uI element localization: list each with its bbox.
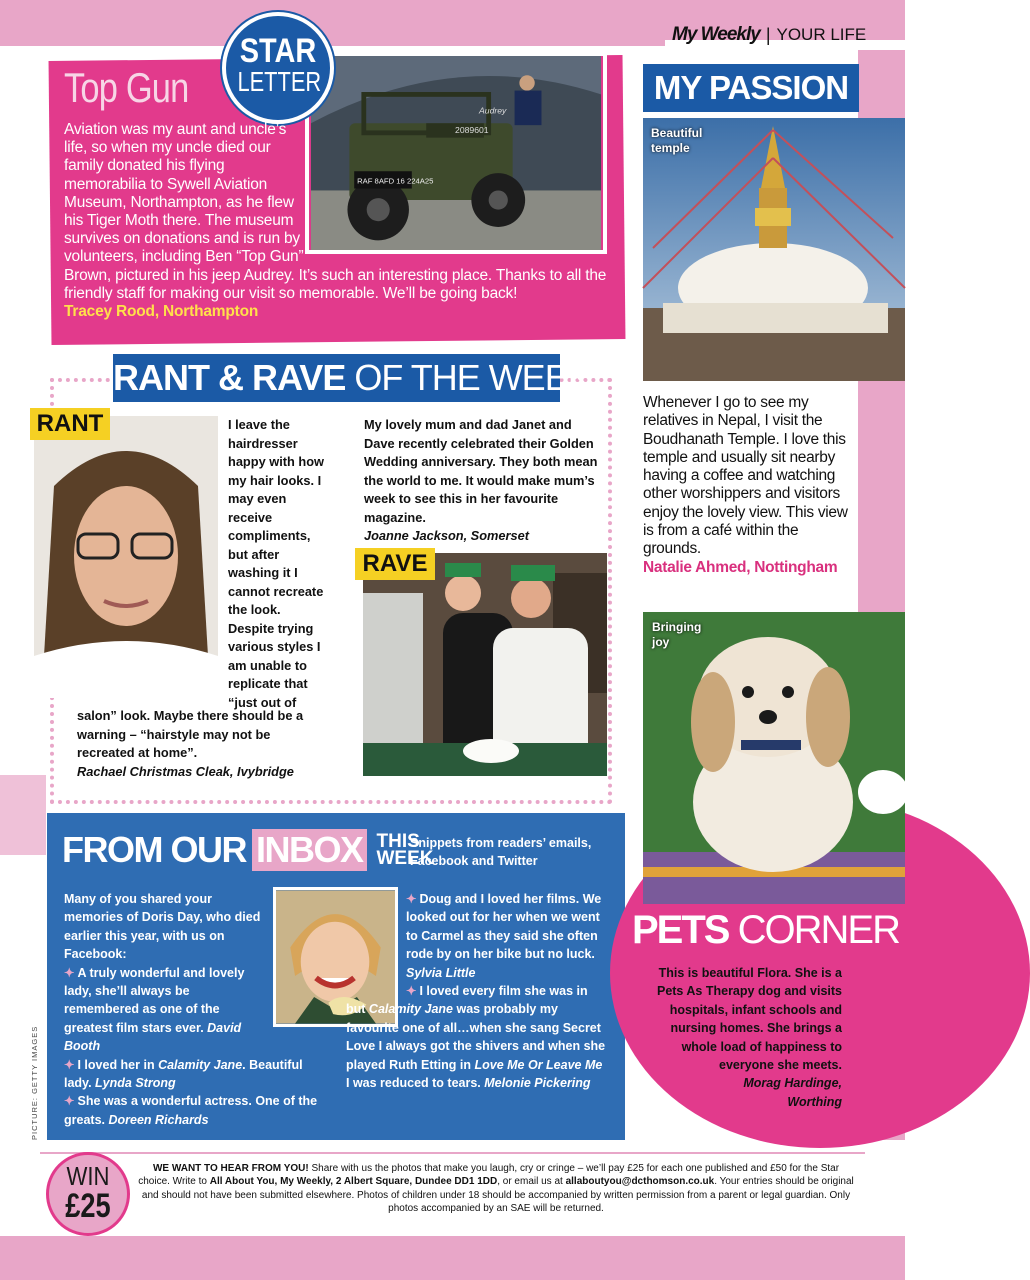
bottom-band [0,1236,905,1280]
rant-line: may even [228,491,287,506]
footer-t1: Share with us the photos that make you laugh, cry or cringe – we’ll pay £25 for each one published and £50 for the Star choice. Write to [138,1163,840,1188]
picture-credit: PICTURE: GETTY IMAGES [30,1025,39,1140]
inbox-comment-1 [64,964,262,1056]
inbox-title-a: FROM OUR [62,829,246,870]
text-wrap-spacer [305,121,620,257]
rave-signature: Joanne Jackson, Somerset [364,528,530,543]
rant-rave-title-light: OF THE WEEK [354,357,591,398]
comment-text: was probably my favourite one of all…when she sang Secret Love I always got the shivers and when she played Ruth Etting in [346,1002,606,1072]
inbox-title-b: INBOX [252,829,367,871]
pets-title-light: CORNER [737,908,899,952]
star-badge-line1: STAR [239,32,317,70]
rant-line: I leave the [228,417,290,432]
top-left-band [0,0,665,46]
pets-title-bold: PETS [632,908,729,952]
rant-body-column [228,416,363,712]
bullet: ✦ [64,1094,75,1109]
rant-line: cannot recreate [228,583,324,599]
rant-line: happy with how [228,454,324,469]
bullet: ✦ [406,892,417,906]
pets-text: This is beautiful Flora. She is a Pets As Therapy dog and visits hospitals, infant schools and nursing homes. She brings a whole load of happiness to everyone she meets. [656,966,842,1073]
inbox-comment-3 [64,1092,322,1129]
rant-line: the look. [228,602,281,617]
star-letter-title: Top Gun [64,64,189,111]
rave-body [364,416,602,546]
footer-t3: . Your entries should be original and should not have been submitted elsewhere. Photos of children under 18 should be accompanied by written permission from a parent or legal guardian. Only photos accompanied by an SAE will be returned. [141,1176,854,1215]
footer-lead: WE WANT TO HEAR FROM YOU! [152,1163,309,1174]
inbox-comment-5 [346,982,608,1092]
inbox-intro: Many of you shared your memories of Doris Day, who died earlier this year, with us on Facebook: [64,892,261,962]
inbox-col1 [64,890,322,1129]
rant-line: Despite trying [228,620,314,636]
film-title: Calamity Jane [158,1057,243,1072]
star-letter-body-wrap [64,121,620,331]
pets-photo [643,612,905,904]
rant-line: am unable to [228,657,307,673]
left-mid-band [0,775,46,855]
rant-signature: Rachael Christmas Cleak, Ivybridge [77,763,294,779]
rant-rave-title-bold: RANT & RAVE [113,357,346,398]
film-title: Love Me Or Leave Me [474,1057,603,1072]
pets-caption: Bringing joy [652,620,702,649]
inbox-title [62,826,434,874]
brand-logo: My Weekly [672,24,760,45]
comment-text: . Beautiful lady. [64,1057,303,1091]
jeep-number-plate: RAF 8AFD 16 224A25 [357,176,434,186]
comment-signature: Sylvia Little [406,965,476,980]
rant-woman-image [34,416,218,698]
header-separator: | [765,24,771,45]
rave-couple-image [363,553,607,776]
page-header [672,22,897,48]
star-letter-body: Aviation was my aunt and uncle’s life, so when my uncle died our family donated his flying memorabilia to Sywell Aviation Museum, Northampton, as he flew his Tiger Moth there. The museum survives on donations and is run by volunteers, including Ben “Top Gun” Brown, pictured in his jeep Audrey. It’s such an interesting place. Thanks to all the friendly staff for making our visit so memorable. We’ll be going back! [64,121,607,302]
pets-signature-2: Worthing [787,1094,842,1109]
passion-caption: Beautiful temple [651,126,703,155]
jeep-number: 2089601 [455,124,489,135]
section-label: YOUR LIFE [776,25,867,44]
rant-body-tail [77,707,357,781]
passion-title: MY PASSION [643,64,859,112]
comment-text: I was reduced to tears. [346,1076,481,1091]
comment-signature: Melonie Pickering [484,1076,591,1091]
inbox-comment-4 [346,890,608,982]
rant-tail-line: warning – “hairstyle may not be [77,726,271,742]
rave-text: My lovely mum and dad Janet and Dave recently celebrated their Golden Wedding anniversary. They both mean the world to me. It would make mum’s week to see this in her favourite magazine. [364,417,598,525]
rant-line: but after [228,546,280,562]
passion-photo [643,118,905,381]
win-prize: £25 [65,1187,111,1225]
temple-image [643,118,905,381]
rant-rave-title [113,354,591,402]
star-badge-line2: LETTER [237,66,322,97]
footer-email[interactable]: allaboutyou@dcthomson.co.uk [565,1176,715,1188]
win-badge [46,1152,130,1236]
bullet: ✦ [64,965,75,980]
footer-t2: , or email us at [497,1176,563,1188]
dog-image [643,612,905,904]
win-label: WIN [66,1161,110,1191]
rant-line: “just out of [228,694,297,710]
rant-label: RANT [30,408,110,440]
inbox-subtitle: Snippets from readers’ emails, Facebook and Twitter [410,836,592,868]
rant-line: compliments, [228,528,311,543]
star-letter-badge [222,12,334,124]
rant-tail-line: salon” look. Maybe there should be a [77,708,304,723]
jeep-name-lettering: Audrey [479,105,507,116]
rant-line: washing it I [228,565,298,580]
inbox-comment-2 [64,1056,322,1093]
comment-text: Doug and I loved her films. We looked out for her when we went to Carmel as they said she often rode by on her bike but no luck. [406,892,602,962]
rant-line: receive [228,509,273,525]
this-week-2: WEEK [376,848,434,869]
comment-signature: Lynda Strong [95,1076,176,1091]
bullet: ✦ [64,1057,75,1072]
comment-text: I loved her in [77,1057,155,1072]
inbox-col2 [346,890,608,1092]
rant-line: my hair looks. I [228,472,322,488]
film-title: Calamity Jane [368,1002,453,1017]
passion-signature: Natalie Ahmed, Nottingham [643,558,838,576]
footer-address: All About You, My Weekly, 2 Albert Square, Dundee DD1 1DD [209,1176,498,1188]
comment-text: She was a wonderful actress. One of the greats. [64,1094,318,1127]
rant-photo [34,416,218,698]
rant-line: hairdresser [228,435,298,451]
footer-text [136,1162,856,1216]
rant-tail-line: recreated at home”. [77,745,198,760]
this-week-1: THIS [376,831,420,852]
comment-text: I loved every film she was in but [346,984,588,1017]
pets-body [640,964,842,1111]
rave-label: RAVE [355,548,435,580]
passion-text: Whenever I go to see my relatives in Nepal, I visit the Boudhanath Temple. I love this temple and usually sit nearby having a coffee and watching other worshippers and visitors enjoy the lovely view. This view is from a café within the grounds. [643,394,848,558]
rave-photo [363,553,607,776]
comment-signature: David Booth [64,1020,242,1054]
pets-title [632,908,899,953]
rant-line: various styles I [228,639,321,654]
comment-text: A truly wonderful and lovely lady, she’ll always be remembered as one of the greatest film stars ever. [64,965,245,1035]
bullet: ✦ [406,984,417,999]
passion-body [643,394,855,577]
comment-signature: Doreen Richards [108,1112,209,1127]
star-letter-signature: Tracey Rood, Northampton [64,303,259,321]
pets-signature-1: Morag Hardinge, [743,1076,842,1091]
rant-line: replicate that [228,676,308,691]
